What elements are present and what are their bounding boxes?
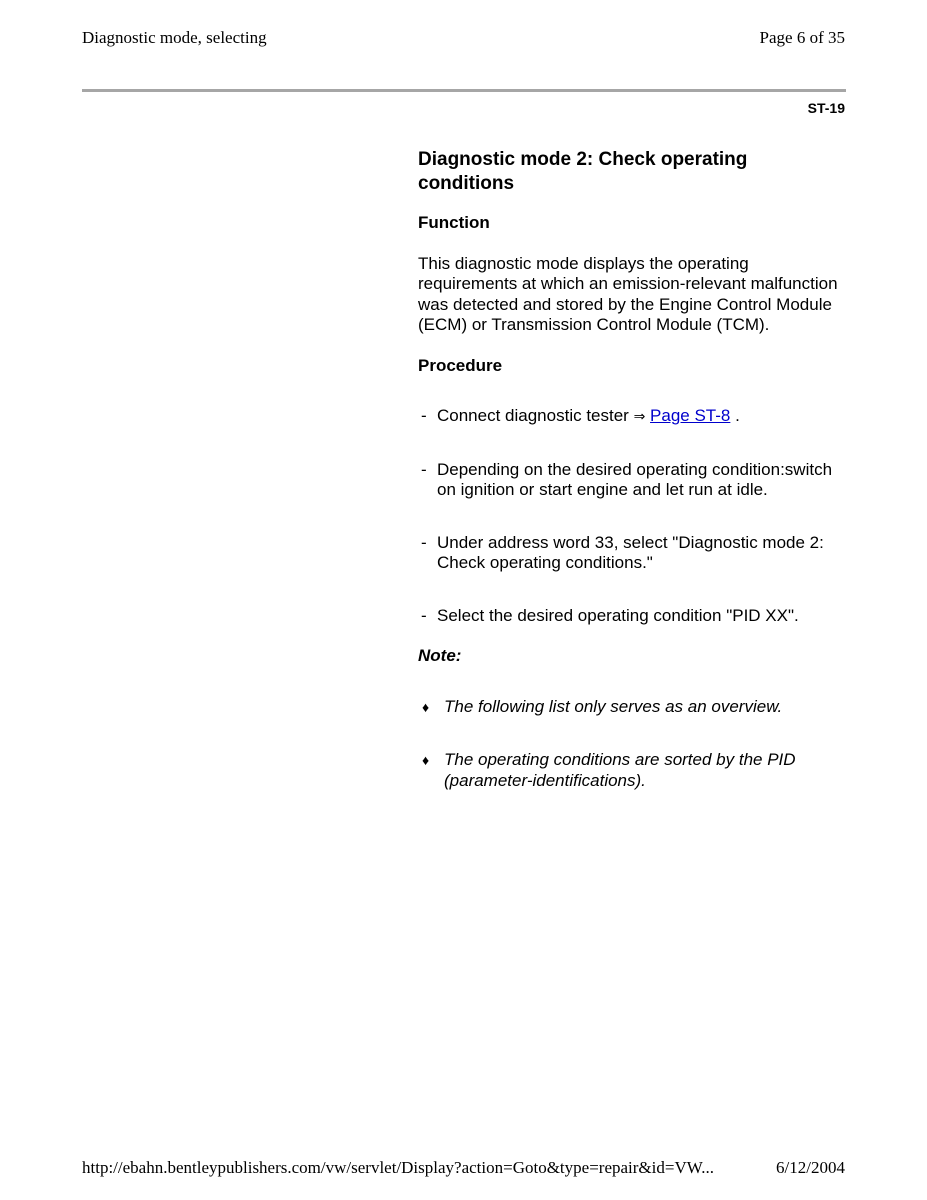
note-item bbox=[418, 697, 838, 718]
step-text: Connect diagnostic tester bbox=[437, 406, 629, 425]
function-heading: Function bbox=[418, 213, 490, 232]
main-content bbox=[418, 148, 838, 824]
dash-marker: - bbox=[421, 532, 427, 552]
procedure-step bbox=[418, 533, 838, 574]
page-st8-link[interactable]: Page ST-8 bbox=[650, 406, 731, 425]
step-text: Depending on the desired operating condition:switch on ignition or start engine and let run at idle. bbox=[437, 459, 833, 499]
note-item bbox=[418, 750, 838, 791]
note-list bbox=[418, 697, 838, 792]
procedure-heading: Procedure bbox=[418, 355, 503, 375]
dash-marker: - bbox=[421, 605, 427, 625]
note-text: The operating conditions are sorted by the PID (parameter-identifications). bbox=[444, 750, 796, 790]
procedure-step bbox=[418, 606, 838, 627]
diamond-bullet-icon: ♦ bbox=[422, 752, 430, 768]
header-title: Diagnostic mode, selecting bbox=[82, 28, 267, 47]
section-code: ST-19 bbox=[807, 100, 845, 116]
footer-date: 6/12/2004 bbox=[776, 1158, 845, 1177]
step-text: Select the desired operating condition "PID XX". bbox=[437, 605, 799, 625]
note-heading: Note: bbox=[418, 646, 462, 665]
footer bbox=[82, 1158, 845, 1178]
page-info: Page 6 of 35 bbox=[759, 28, 845, 47]
dash-marker: - bbox=[421, 459, 427, 479]
page-heading: Diagnostic mode 2: Check operating conditions bbox=[418, 149, 748, 194]
dash-marker: - bbox=[421, 406, 427, 425]
step-text: Under address word 33, select "Diagnostic mode 2: Check operating conditions." bbox=[437, 532, 824, 572]
diamond-bullet-icon: ♦ bbox=[422, 698, 430, 715]
step-suffix: . bbox=[735, 406, 740, 425]
function-text: This diagnostic mode displays the operating requirements at which an emission-relevant malfunction was detected and stored by the Engine Control Module (ECM) or Transmission Control Module (TCM). bbox=[418, 253, 838, 334]
header-divider bbox=[82, 89, 846, 92]
arrow-right-icon: ⇒ bbox=[633, 409, 646, 425]
procedure-step bbox=[418, 406, 838, 428]
footer-url: http://ebahn.bentleypublishers.com/vw/servlet/Display?action=Goto&type=repair&id=VW... bbox=[82, 1158, 714, 1177]
procedure-list bbox=[418, 406, 838, 626]
procedure-step bbox=[418, 460, 838, 501]
note-text: The following list only serves as an overview. bbox=[444, 696, 783, 716]
